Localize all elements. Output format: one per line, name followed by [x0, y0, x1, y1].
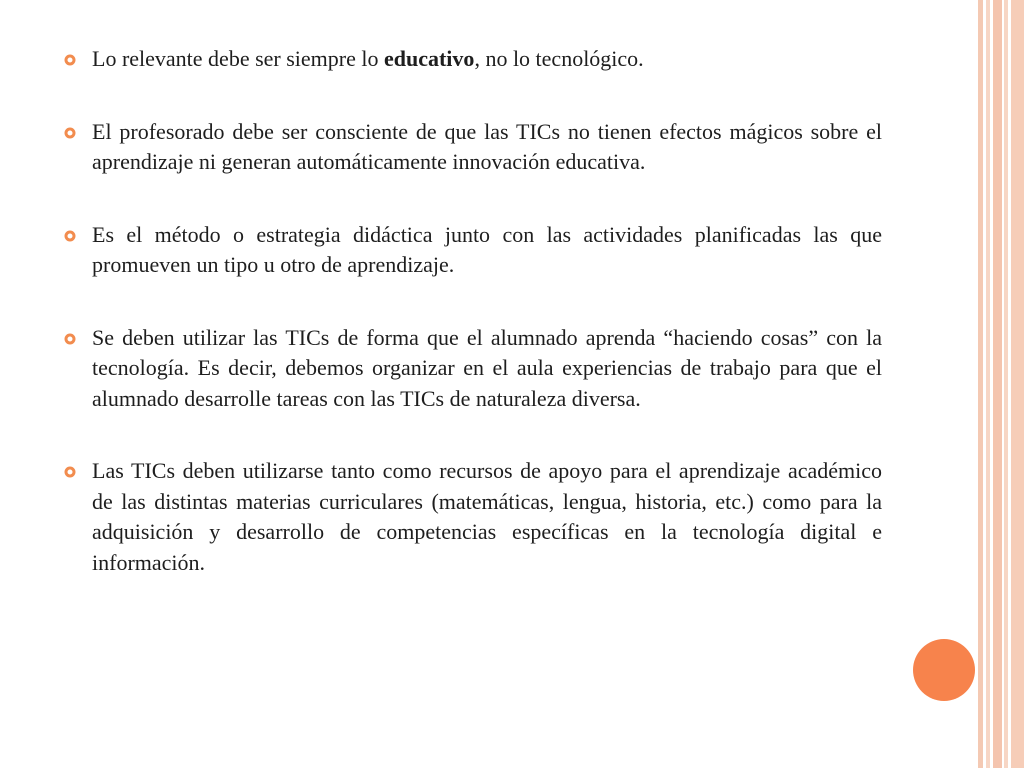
bullet-item-4: [62, 323, 882, 415]
bullet-text: El profesorado debe ser consciente de que las TICs no tienen efectos mágicos sobre el aprendizaje ni generan automáticamente innovación educativa.: [92, 118, 882, 174]
bullet-text: Es el método o estrategia didáctica junto con las actividades planificadas las que promueven un tipo u otro de aprendizaje.: [92, 221, 882, 277]
decorative-stripe: [978, 0, 983, 768]
decorative-stripe: [993, 0, 1002, 768]
bullet-item-2: [62, 117, 882, 178]
bullet-item-1: [62, 44, 882, 75]
ring-bullet-icon: [64, 230, 76, 242]
decorative-stripe: [986, 0, 990, 768]
bullet-text: Las TICs deben utilizarse tanto como recursos de apoyo para el aprendizaje académico de las distintas materias curriculares (matemáticas, lengua, historia, etc.) como para la adquisición y desarrollo de competencias específicas en la tecnología digital e información.: [92, 458, 882, 575]
decorative-stripe: [1011, 0, 1024, 768]
decorative-stripe: [1004, 0, 1008, 768]
ring-bullet-icon: [64, 54, 76, 66]
ring-bullet-icon: [64, 333, 76, 345]
ring-bullet-icon: [64, 127, 76, 139]
bullet-text-end: , no lo tecnológico.: [474, 46, 644, 71]
bullet-text-bold: educativo: [383, 46, 475, 71]
orange-circle-decoration: [913, 639, 975, 701]
ring-bullet-icon: [64, 466, 76, 478]
bullet-text: Se deben utilizar las TICs de forma que el alumnado aprenda “haciendo cosas” con la tecnología. Es decir, debemos organizar en el aula experiencias de trabajo para que el alumnado desarrolle tareas con las TICs de naturaleza diversa.: [92, 324, 882, 411]
bullet-list: [62, 44, 882, 620]
bullet-item-5: [62, 456, 882, 578]
bullet-text-start: Lo relevante debe ser siempre lo: [92, 46, 384, 71]
bullet-item-3: [62, 220, 882, 281]
